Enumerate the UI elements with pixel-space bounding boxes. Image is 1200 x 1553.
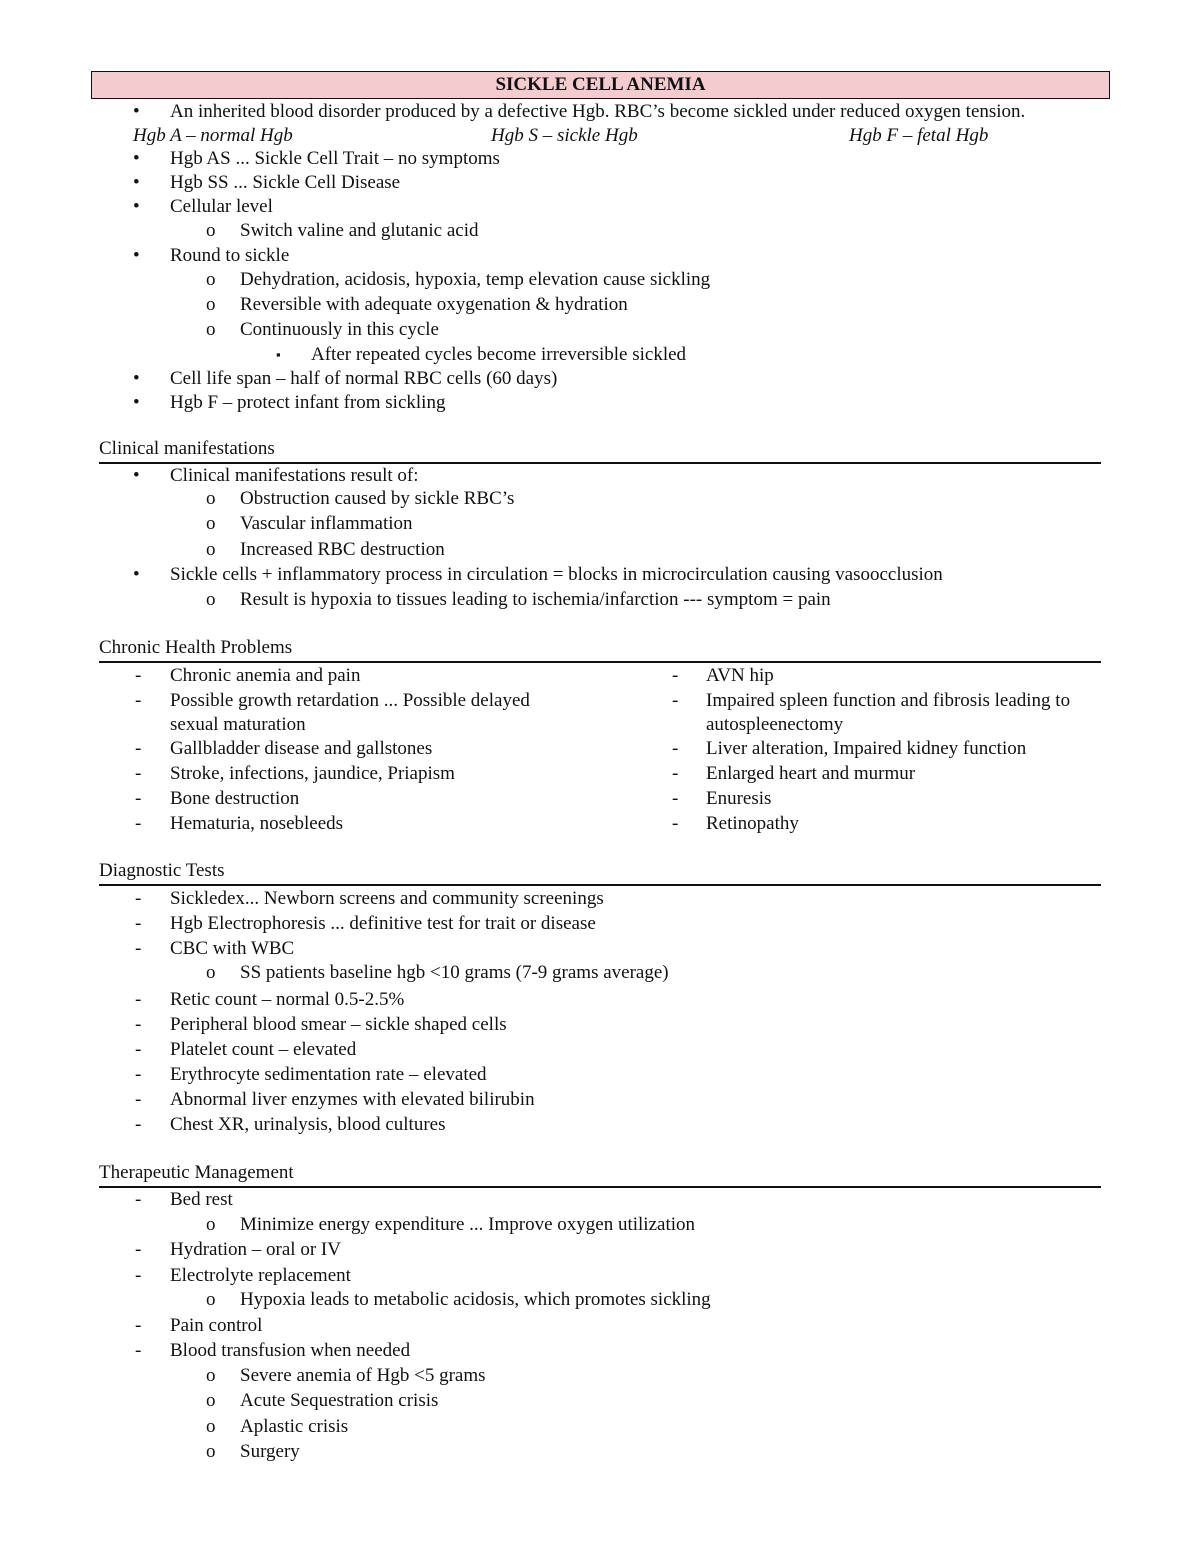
therapeutic-item: Electrolyte replacement: [170, 1265, 351, 1286]
bullet-marker: •: [133, 148, 140, 169]
list-item: Sickle cells + inflammatory process in circulation = blocks in microcirculation causing vasoocclusion: [170, 564, 943, 585]
list-item: An inherited blood disorder produced by a defective Hgb. RBC’s become sickled under reduced oxygen tension.: [170, 101, 1026, 122]
dash-marker: -: [135, 690, 142, 711]
chronic-right-item: Enlarged heart and murmur: [706, 763, 916, 784]
chronic-right-item: Impaired spleen function and fibrosis leading to: [706, 690, 1071, 711]
list-item: Cell life span – half of normal RBC cells (60 days): [170, 368, 558, 389]
sub-bullet-marker: o: [206, 589, 216, 610]
hgb-f-label: Hgb F – fetal Hgb: [849, 125, 989, 146]
diagnostic-item: Platelet count – elevated: [170, 1039, 357, 1060]
section-heading-diagnostic: Diagnostic Tests: [99, 860, 225, 881]
section-heading-chronic: Chronic Health Problems: [99, 637, 293, 658]
diagnostic-item: Sickledex... Newborn screens and community screenings: [170, 888, 604, 909]
diagnostic-item: Peripheral blood smear – sickle shaped cells: [170, 1014, 507, 1035]
sub-list-item: Result is hypoxia to tissues leading to ischemia/infarction --- symptom = pain: [240, 589, 831, 610]
subsub-bullet-marker: ▪: [276, 347, 281, 362]
chronic-right-item: Liver alteration, Impaired kidney function: [706, 738, 1027, 759]
list-item: Hgb AS ... Sickle Cell Trait – no symptoms: [170, 148, 500, 169]
bullet-marker: •: [133, 196, 140, 217]
sub-bullet-marker: o: [206, 319, 216, 340]
sub-bullet-marker: o: [206, 220, 216, 241]
diagnostic-item: Retic count – normal 0.5-2.5%: [170, 989, 405, 1010]
therapeutic-sub-item: Minimize energy expenditure ... Improve oxygen utilization: [240, 1214, 695, 1235]
diagnostic-sub-item: SS patients baseline hgb <10 grams (7-9 grams average): [240, 962, 669, 983]
list-item: Round to sickle: [170, 245, 290, 266]
dash-marker: -: [135, 788, 142, 809]
chronic-right-item: Retinopathy: [706, 813, 799, 834]
list-item: Clinical manifestations result of:: [170, 465, 419, 486]
sub-bullet-marker: o: [206, 1365, 216, 1386]
therapeutic-item: Bed rest: [170, 1189, 233, 1210]
therapeutic-sub-item: Surgery: [240, 1441, 300, 1462]
dash-marker: -: [135, 913, 142, 934]
section-heading-therapeutic: Therapeutic Management: [99, 1162, 294, 1183]
bullet-marker: •: [133, 172, 140, 193]
therapeutic-sub-item: Severe anemia of Hgb <5 grams: [240, 1365, 486, 1386]
sub-list-item: Dehydration, acidosis, hypoxia, temp elevation cause sickling: [240, 269, 711, 290]
sub-bullet-marker: o: [206, 962, 216, 983]
subsub-list-item: After repeated cycles become irreversible sickled: [311, 344, 687, 365]
diagnostic-item: Erythrocyte sedimentation rate – elevated: [170, 1064, 487, 1085]
bullet-marker: •: [133, 392, 140, 413]
bullet-marker: •: [133, 368, 140, 389]
dash-marker: -: [135, 888, 142, 909]
diagnostic-item: Chest XR, urinalysis, blood cultures: [170, 1114, 446, 1135]
dash-marker: -: [135, 1340, 142, 1361]
diagnostic-item: Abnormal liver enzymes with elevated bilirubin: [170, 1089, 535, 1110]
hgb-a-label: Hgb A – normal Hgb: [133, 125, 293, 146]
sub-bullet-marker: o: [206, 1416, 216, 1437]
bullet-marker: •: [133, 245, 140, 266]
therapeutic-sub-item: Hypoxia leads to metabolic acidosis, which promotes sickling: [240, 1289, 711, 1310]
dash-marker: -: [135, 665, 142, 686]
bullet-marker: •: [133, 101, 140, 122]
dash-marker: -: [672, 813, 679, 834]
therapeutic-sub-item: Acute Sequestration crisis: [240, 1390, 439, 1411]
chronic-left-item: Hematuria, nosebleeds: [170, 813, 344, 834]
dash-marker: -: [135, 738, 142, 759]
sub-bullet-marker: o: [206, 1214, 216, 1235]
dash-marker: -: [135, 1265, 142, 1286]
list-item: Cellular level: [170, 196, 273, 217]
dash-marker: -: [135, 813, 142, 834]
chronic-left-item: Chronic anemia and pain: [170, 665, 361, 686]
section-heading-clinical: Clinical manifestations: [99, 438, 275, 459]
dash-marker: -: [672, 788, 679, 809]
sub-list-item: Reversible with adequate oxygenation & hydration: [240, 294, 628, 315]
dash-marker: -: [135, 938, 142, 959]
list-item: Hgb SS ... Sickle Cell Disease: [170, 172, 401, 193]
dash-marker: -: [135, 1039, 142, 1060]
dash-marker: -: [672, 690, 679, 711]
sub-list-item: Obstruction caused by sickle RBC’s: [240, 488, 515, 509]
sub-list-item: Increased RBC destruction: [240, 539, 445, 560]
dash-marker: -: [672, 665, 679, 686]
therapeutic-item: Blood transfusion when needed: [170, 1340, 411, 1361]
hgb-s-label: Hgb S – sickle Hgb: [491, 125, 638, 146]
dash-marker: -: [135, 1315, 142, 1336]
chronic-left-item: Possible growth retardation ... Possible delayed: [170, 690, 530, 711]
chronic-right-item-cont: autospleenectomy: [706, 714, 844, 735]
chronic-left-item: Bone destruction: [170, 788, 300, 809]
chronic-left-item: Stroke, infections, jaundice, Priapism: [170, 763, 455, 784]
dash-marker: -: [135, 1064, 142, 1085]
therapeutic-sub-item: Aplastic crisis: [240, 1416, 349, 1437]
sub-list-item: Vascular inflammation: [240, 513, 413, 534]
chronic-left-item: Gallbladder disease and gallstones: [170, 738, 433, 759]
sub-bullet-marker: o: [206, 539, 216, 560]
sub-bullet-marker: o: [206, 294, 216, 315]
therapeutic-item: Pain control: [170, 1315, 263, 1336]
dash-marker: -: [135, 1114, 142, 1135]
dash-marker: -: [672, 763, 679, 784]
diagnostic-item: Hgb Electrophoresis ... definitive test for trait or disease: [170, 913, 596, 934]
chronic-right-item: Enuresis: [706, 788, 772, 809]
dash-marker: -: [672, 738, 679, 759]
sub-bullet-marker: o: [206, 1390, 216, 1411]
bullet-marker: •: [133, 564, 140, 585]
dash-marker: -: [135, 1014, 142, 1035]
sub-bullet-marker: o: [206, 1441, 216, 1462]
sub-bullet-marker: o: [206, 488, 216, 509]
sub-bullet-marker: o: [206, 513, 216, 534]
sub-list-item: Continuously in this cycle: [240, 319, 439, 340]
page-title: SICKLE CELL ANEMIA: [91, 71, 1110, 99]
dash-marker: -: [135, 1189, 142, 1210]
sub-bullet-marker: o: [206, 269, 216, 290]
diagnostic-item: CBC with WBC: [170, 938, 295, 959]
chronic-right-item: AVN hip: [706, 665, 774, 686]
section-divider: [99, 1186, 1101, 1188]
dash-marker: -: [135, 1089, 142, 1110]
bullet-marker: •: [133, 465, 140, 486]
list-item: Hgb F – protect infant from sickling: [170, 392, 446, 413]
dash-marker: -: [135, 1239, 142, 1260]
sub-list-item: Switch valine and glutanic acid: [240, 220, 479, 241]
sub-bullet-marker: o: [206, 1289, 216, 1310]
chronic-left-item-cont: sexual maturation: [170, 714, 306, 735]
section-divider: [99, 661, 1101, 663]
dash-marker: -: [135, 763, 142, 784]
section-divider: [99, 884, 1101, 886]
therapeutic-item: Hydration – oral or IV: [170, 1239, 341, 1260]
dash-marker: -: [135, 989, 142, 1010]
